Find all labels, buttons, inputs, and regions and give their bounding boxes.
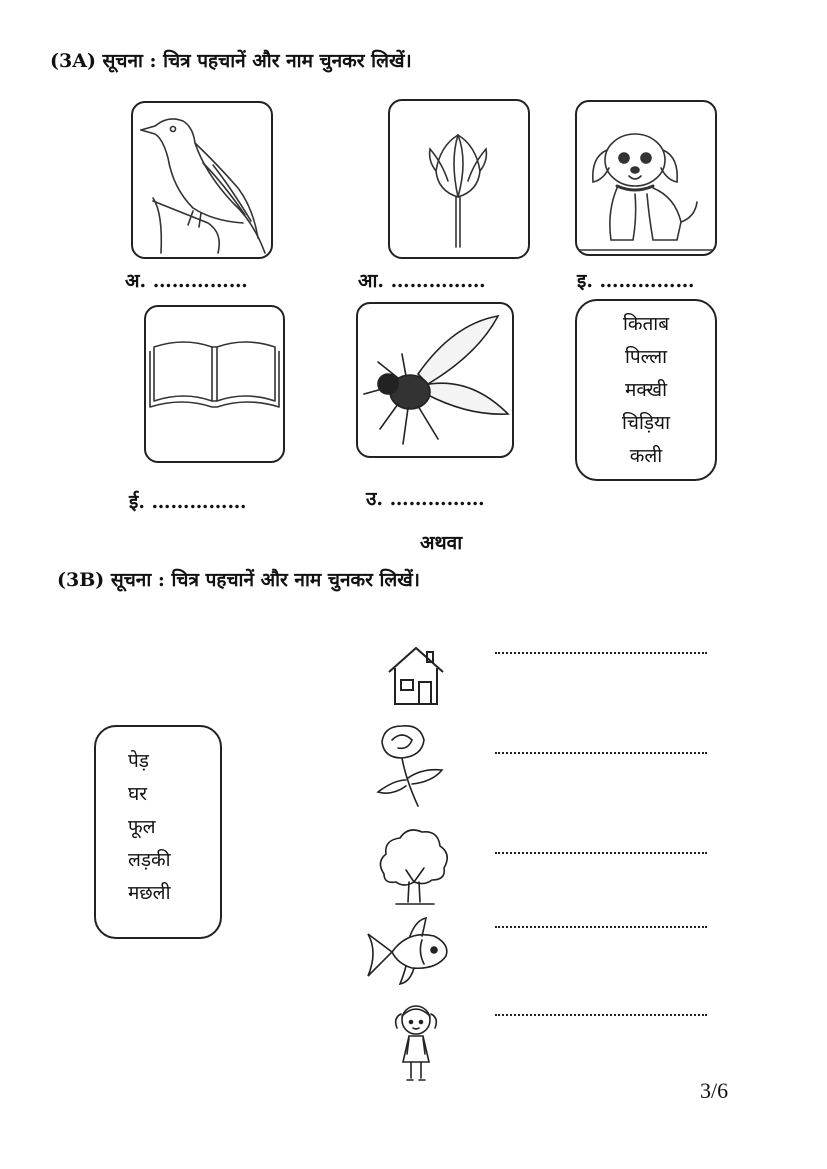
answer-line-girl[interactable]	[495, 1014, 707, 1016]
word-bank-word: किताब	[622, 313, 670, 335]
book-icon	[146, 307, 283, 461]
answer-line-rose[interactable]	[495, 752, 707, 754]
item-aa-answer-label: आ. ……………	[358, 270, 486, 292]
word-bank-word: कली	[629, 445, 663, 467]
word-bank-word: पेड़	[128, 750, 149, 772]
section-b-word-bank	[94, 725, 222, 939]
item-a-answer-label: अ. ……………	[125, 270, 248, 292]
word-bank-word: फूल	[128, 816, 156, 838]
bud-picture-box	[388, 99, 530, 259]
house-icon	[387, 644, 445, 706]
item-u-answer-label: उ. ……………	[366, 488, 485, 510]
fish-picture	[364, 916, 450, 988]
tree-picture	[376, 826, 452, 908]
book-picture-box	[144, 305, 285, 463]
puppy-icon	[577, 102, 715, 254]
bud-icon	[390, 101, 528, 257]
answer-line-house[interactable]	[495, 652, 707, 654]
rose-icon	[372, 720, 454, 810]
bird-icon	[133, 103, 271, 257]
page-number: 3/6	[700, 1078, 729, 1103]
word-bank-word: घर	[128, 783, 148, 805]
bird-picture-box	[131, 101, 273, 259]
tree-icon	[376, 826, 452, 908]
word-bank-word: मछली	[128, 882, 171, 904]
house-picture	[387, 644, 445, 706]
section-a-word-bank	[575, 299, 717, 481]
section-b-heading: (3B) सूचना : चित्र पहचानें और नाम चुनकर लिखें।	[57, 569, 421, 591]
puppy-picture-box	[575, 100, 717, 256]
or-separator: अथवा	[420, 532, 463, 554]
word-bank-word: लड़की	[128, 849, 171, 871]
girl-picture	[385, 1000, 447, 1084]
word-bank-word: मक्खी	[624, 379, 668, 401]
rose-picture	[372, 720, 454, 810]
item-ii-answer-label: ई. ……………	[129, 491, 247, 513]
word-bank-word: चिड़िया	[621, 412, 670, 434]
fly-picture-box	[356, 302, 514, 458]
section-a-heading: (3A) सूचना : चित्र पहचानें और नाम चुनकर लिखें।	[50, 50, 412, 72]
fish-icon	[364, 916, 450, 988]
word-bank-word: पिल्ला	[624, 346, 668, 368]
answer-line-fish[interactable]	[495, 926, 707, 928]
answer-line-tree[interactable]	[495, 852, 707, 854]
girl-icon	[385, 1000, 447, 1084]
item-i-answer-label: इ. ……………	[577, 270, 695, 292]
fly-icon	[358, 304, 512, 456]
